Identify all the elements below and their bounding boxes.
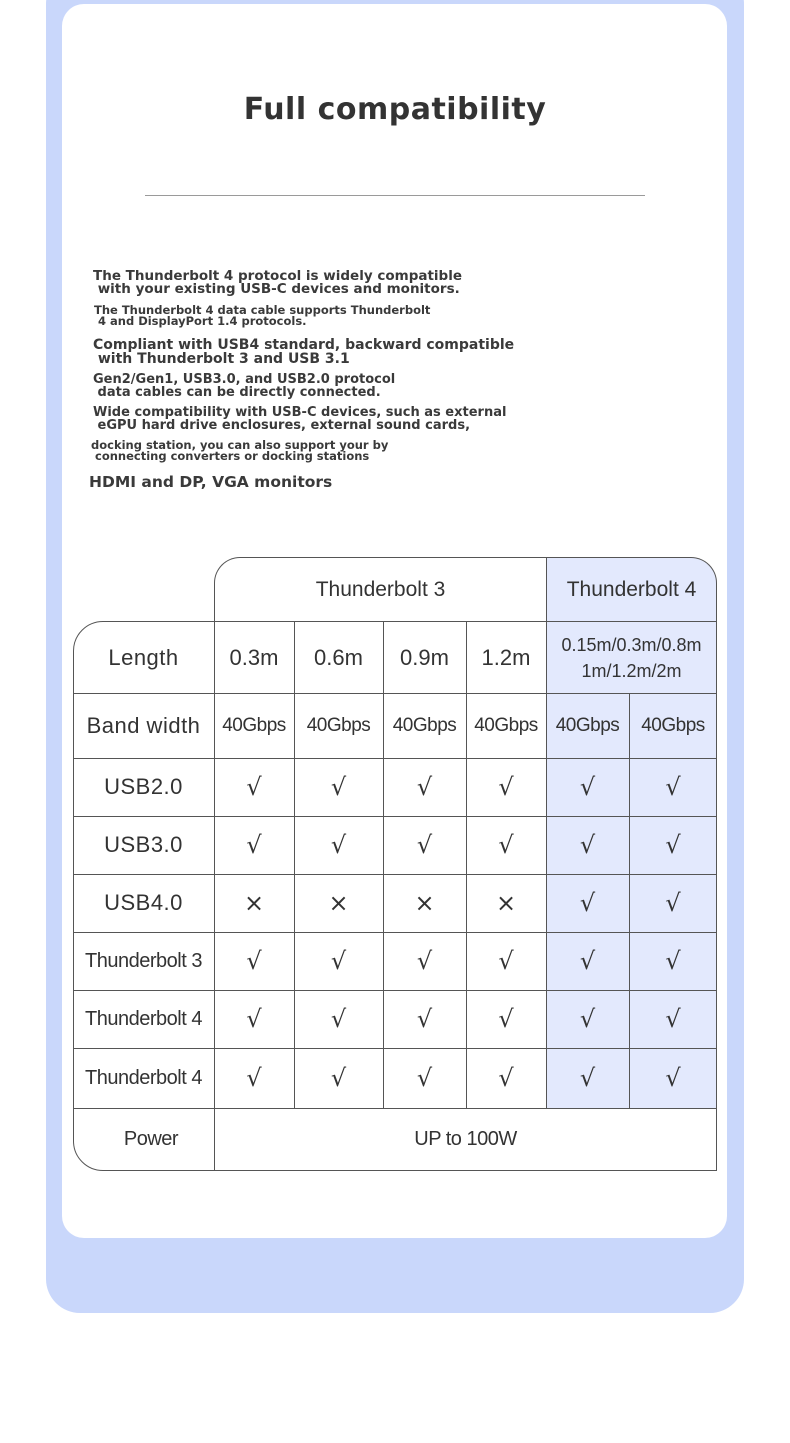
row-label-length: Length [108, 644, 179, 670]
check-mark: √ [416, 1064, 433, 1092]
description-paragraph-7: HDMI and DP, VGA monitors [89, 473, 333, 491]
check-mark: √ [498, 831, 514, 859]
row-label: Thunderbolt 4 [85, 1066, 202, 1089]
check-mark: √ [665, 889, 681, 917]
cross-mark: × [495, 889, 517, 917]
check-mark: √ [579, 831, 596, 859]
check-mark: √ [498, 1064, 514, 1092]
check-mark: √ [665, 1005, 681, 1033]
check-mark: √ [498, 1005, 514, 1033]
thunderbolt4-length-line2: 1m/1.2m/2m [581, 660, 682, 681]
bandwidth-cell: 40Gbps [306, 714, 371, 736]
check-mark: √ [579, 1005, 596, 1033]
row-label: USB2.0 [104, 774, 183, 799]
description-paragraph-5: Wide compatibility with USB-C devices, such as external eGPU hard drive enclosures, external sound cards, [93, 405, 507, 433]
thunderbolt4-length-cell [546, 622, 717, 693]
check-mark: √ [330, 1064, 347, 1092]
description-paragraph-2: The Thunderbolt 4 data cable supports Thunderbolt 4 and DisplayPort 1.4 protocols. [94, 303, 431, 328]
row-label: USB4.0 [104, 890, 183, 915]
check-mark: √ [246, 773, 262, 801]
check-mark: √ [665, 831, 681, 859]
check-mark: √ [579, 947, 596, 975]
check-mark: √ [246, 831, 262, 859]
check-mark: √ [416, 831, 433, 859]
check-mark: √ [416, 947, 433, 975]
page-title: Full compatibility [243, 92, 547, 127]
length-cell: 0.9m [400, 644, 449, 670]
check-mark: √ [579, 889, 596, 917]
cross-mark: × [328, 889, 349, 917]
row-label: USB3.0 [104, 832, 183, 857]
bandwidth-cell: 40Gbps [474, 714, 538, 736]
check-mark: √ [330, 1005, 347, 1033]
header-thunderbolt3: Thunderbolt 3 [315, 577, 446, 601]
length-cell: 0.3m [229, 644, 279, 670]
length-cell: 1.2m [481, 644, 531, 670]
check-mark: √ [330, 831, 347, 859]
header-thunderbolt4: Thunderbolt 4 [566, 577, 697, 601]
row-label-bandwidth: Band width [86, 712, 201, 738]
check-mark: √ [665, 1064, 681, 1092]
row-label-power: Power [123, 1127, 179, 1150]
title-divider [145, 195, 645, 196]
thunderbolt4-length-line1: 0.15m/0.3m/0.8m [561, 634, 702, 655]
description-paragraph-6: docking station, you can also support your by connecting converters or docking stations [91, 438, 389, 463]
power-value: UP to 100W [414, 1127, 517, 1150]
check-mark: √ [246, 947, 262, 975]
check-mark: √ [246, 1005, 262, 1033]
cross-mark: × [243, 889, 265, 917]
description-paragraph-1: The Thunderbolt 4 protocol is widely compatible with your existing USB-C devices and monitors. [93, 268, 462, 297]
bandwidth-cell: 40Gbps [222, 714, 286, 736]
bandwidth-cell: 40Gbps [555, 714, 620, 736]
check-mark: √ [498, 947, 514, 975]
check-mark: √ [416, 773, 433, 801]
check-mark: √ [330, 773, 347, 801]
length-cell: 0.6m [314, 644, 363, 670]
row-label: Thunderbolt 4 [85, 1007, 202, 1030]
check-mark: √ [246, 1064, 262, 1092]
check-mark: √ [665, 773, 681, 801]
bandwidth-cell: 40Gbps [392, 714, 457, 736]
check-mark: √ [579, 773, 596, 801]
row-label: Thunderbolt 3 [85, 949, 202, 972]
cross-mark: × [414, 889, 435, 917]
check-mark: √ [416, 1005, 433, 1033]
check-mark: √ [498, 773, 514, 801]
bandwidth-cell: 40Gbps [641, 714, 705, 736]
description-paragraph-4: Gen2/Gen1, USB3.0, and USB2.0 protocol data cables can be directly connected. [93, 372, 396, 400]
check-mark: √ [579, 1064, 596, 1092]
description-paragraph-3: Compliant with USB4 standard, backward compatible with Thunderbolt 3 and USB 3.1 [93, 337, 515, 367]
check-mark: √ [330, 947, 347, 975]
check-mark: √ [665, 947, 681, 975]
